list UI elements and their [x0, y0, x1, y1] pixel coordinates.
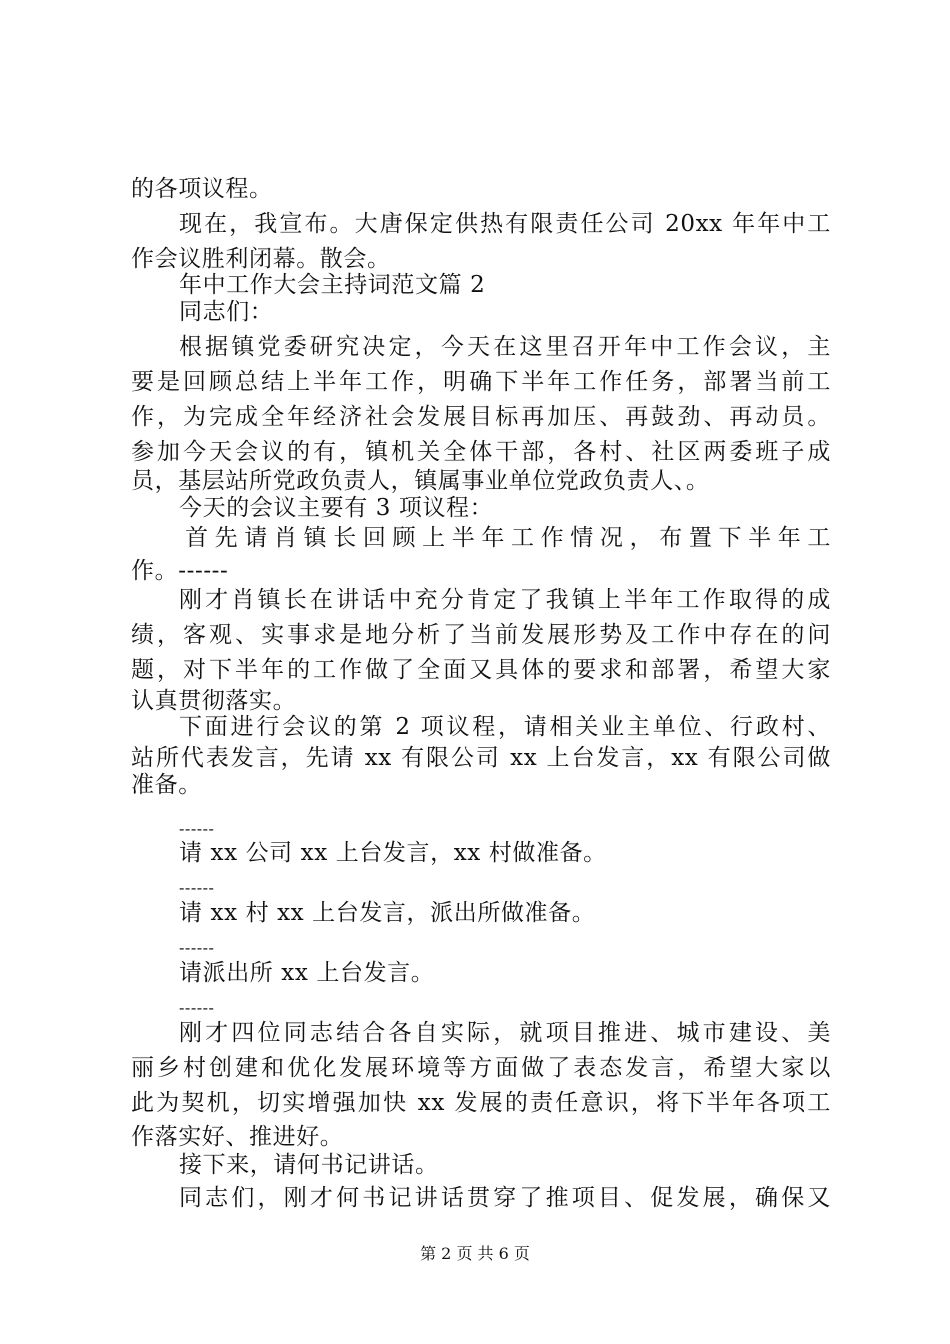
separator-dashes: ------ [179, 819, 215, 838]
separator-dashes: ------ [179, 878, 215, 897]
text-line: 认真贯彻落实。 [131, 688, 297, 714]
text-line: 接下来，请何书记讲话。 [179, 1152, 439, 1178]
text-line: 准备。 [131, 772, 202, 798]
separator-dashes: ------ [179, 998, 215, 1017]
section-title: 年中工作大会主持词范文篇 2 [179, 272, 486, 298]
text-line: 请 xx 公司 xx 上台发言，xx 村做准备。 [179, 840, 607, 866]
text-line: 此为契机，切实增强加快 xx 发展的责任意识，将下半年各项工 [131, 1090, 831, 1116]
page-number-footer: 第 2 页 共 6 页 [420, 1244, 530, 1263]
text-line: 根据镇党委研究决定，今天在这里召开年中工作会议，主 [179, 334, 831, 360]
text-line: 现在，我宣布。大唐保定供热有限责任公司 20xx 年年中工 [179, 211, 831, 237]
text-line: 的各项议程。 [131, 176, 273, 202]
text-line: 站所代表发言，先请 xx 有限公司 xx 上台发言，xx 有限公司做 [131, 745, 831, 771]
text-line: 作，为完成全年经济社会发展目标再加压、再鼓劲、再动员。 [131, 404, 831, 430]
text-line: 今天的会议主要有 3 项议程： [179, 495, 494, 521]
text-line: 题，对下半年的工作做了全面又具体的要求和部署，希望大家 [131, 657, 831, 683]
salutation: 同志们： [179, 299, 274, 325]
text-line: 要是回顾总结上半年工作，明确下半年工作任务，部署当前工 [131, 369, 831, 395]
separator-dashes: ------ [179, 938, 215, 957]
text-line: 作会议胜利闭幕。散会。 [131, 246, 391, 272]
text-line: 请派出所 xx 上台发言。 [179, 960, 435, 986]
text-line: 员，基层站所党政负责人，镇属事业单位党政负责人、。 [131, 468, 710, 494]
text-line: 请 xx 村 xx 上台发言，派出所做准备。 [179, 900, 596, 926]
text-line: 刚才肖镇长在讲话中充分肯定了我镇上半年工作取得的成 [179, 587, 831, 613]
text-line: 首先请肖镇长回顾上半年工作情况，布置下半年工 [185, 525, 831, 551]
text-line: 绩，客观、实事求是地分析了当前发展形势及工作中存在的问 [131, 622, 831, 648]
text-line: 刚才四位同志结合各自实际，就项目推进、城市建设、美 [179, 1020, 831, 1046]
text-line: 参加今天会议的有，镇机关全体干部，各村、社区两委班子成 [131, 439, 831, 465]
text-line: 下面进行会议的第 2 项议程，请相关业主单位、行政村、 [179, 714, 831, 740]
text-line: 作。------ [131, 558, 229, 584]
text-line: 作落实好、推进好。 [131, 1124, 344, 1150]
text-line: 丽乡村创建和优化发展环境等方面做了表态发言，希望大家以 [131, 1055, 831, 1081]
text-line: 同志们，刚才何书记讲话贯穿了推项目、促发展，确保又 [179, 1185, 831, 1211]
